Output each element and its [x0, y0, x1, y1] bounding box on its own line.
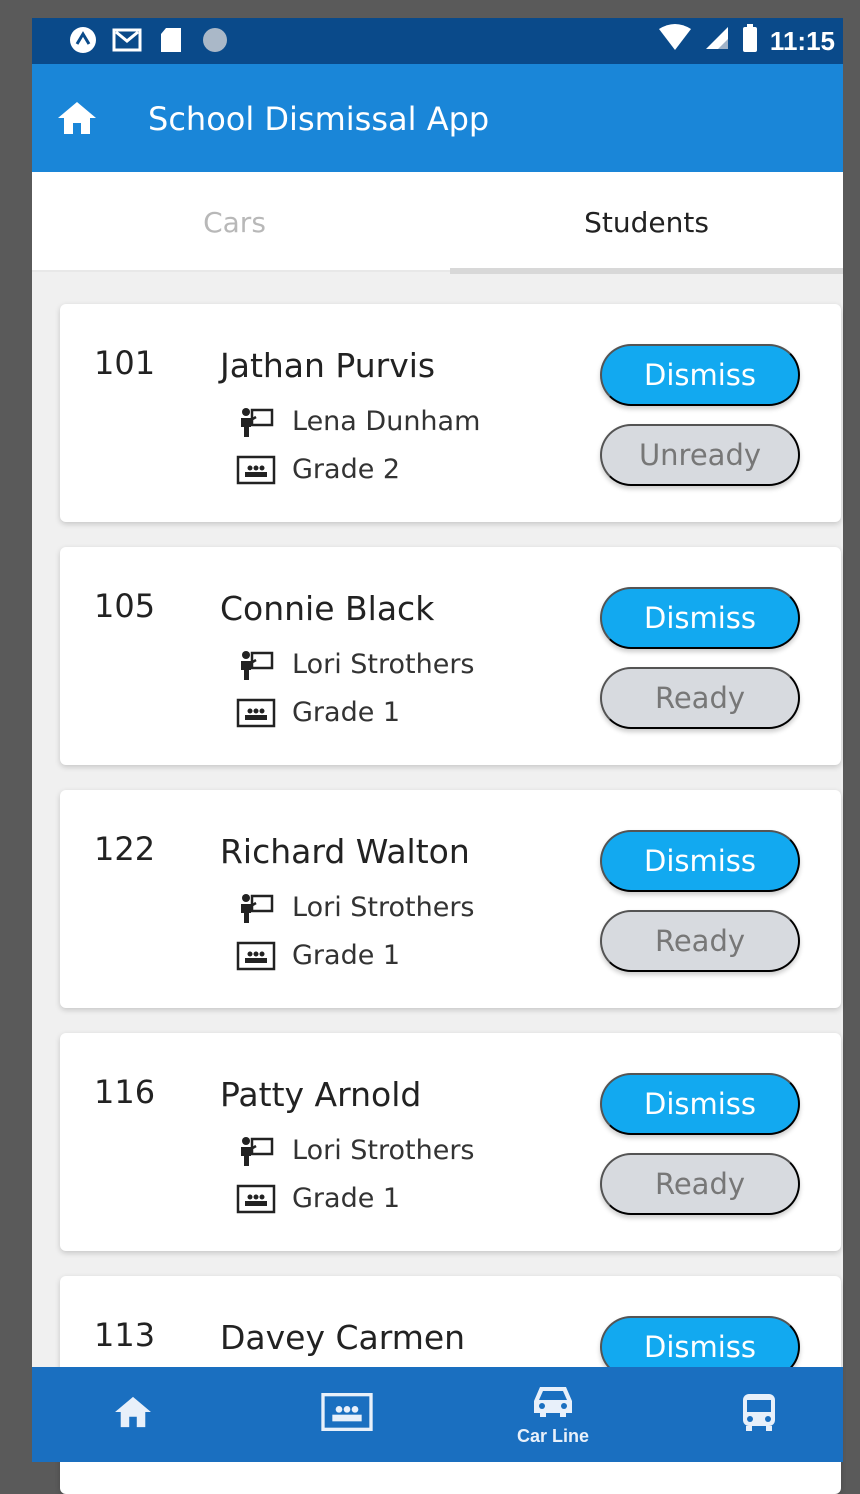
teacher-row [236, 1135, 475, 1166]
ready-toggle-button[interactable]: Ready [600, 1153, 800, 1215]
wifi-icon [658, 25, 692, 58]
teacher-name: Lori Strothers [292, 1135, 475, 1166]
dismiss-button[interactable]: Dismiss [600, 1316, 800, 1378]
dismiss-button[interactable]: Dismiss [600, 587, 800, 649]
teacher-name: Lori Strothers [292, 892, 475, 923]
student-name: Patty Arnold [220, 1075, 422, 1114]
ready-toggle-button[interactable]: Unready [600, 424, 800, 486]
tab-bar [32, 172, 843, 272]
student-number: 101 [94, 344, 156, 382]
nav-home[interactable] [32, 1367, 234, 1462]
student-name: Connie Black [220, 589, 435, 628]
dismiss-button[interactable]: Dismiss [600, 830, 800, 892]
sd-card-icon [156, 26, 186, 54]
teacher-icon [236, 407, 276, 437]
car-icon [532, 1383, 574, 1424]
home-icon[interactable] [56, 100, 98, 136]
nav-bus[interactable] [658, 1367, 860, 1462]
teacher-icon [236, 650, 276, 680]
status-time: 11:15 [769, 26, 835, 56]
tab-students[interactable]: Students [584, 205, 709, 239]
teacher-name: Lori Strothers [292, 649, 475, 680]
grade-label: Grade 1 [292, 697, 401, 728]
dot-icon [200, 26, 230, 54]
teacher-row [236, 892, 475, 923]
dismiss-button[interactable]: Dismiss [600, 344, 800, 406]
student-name: Jathan Purvis [220, 346, 436, 385]
ready-toggle-button[interactable]: Ready [600, 667, 800, 729]
grade-row [236, 1183, 400, 1214]
student-card [60, 1033, 841, 1251]
grade-label: Grade 1 [292, 1183, 401, 1214]
grade-row [236, 940, 400, 971]
student-number: 116 [94, 1073, 156, 1111]
grade-label: Grade 2 [292, 454, 401, 485]
grade-row [236, 454, 400, 485]
signal-icon [704, 25, 730, 58]
teacher-row [236, 406, 480, 437]
student-card [60, 790, 841, 1008]
phone-screen [32, 18, 843, 1462]
teacher-icon [236, 1136, 276, 1166]
student-number: 122 [94, 830, 156, 868]
student-name: Davey Carmen [220, 1318, 466, 1357]
classroom-icon [236, 455, 276, 485]
dismiss-button[interactable]: Dismiss [600, 1073, 800, 1135]
nav-classroom[interactable] [246, 1367, 448, 1462]
student-name: Richard Walton [220, 832, 470, 871]
gmail-icon [112, 26, 142, 54]
nav-car-line-label: Car Line [516, 1425, 590, 1446]
teacher-row [236, 649, 475, 680]
student-card [60, 547, 841, 765]
student-number: 105 [94, 587, 156, 625]
student-card [60, 304, 841, 522]
battery-icon [742, 24, 758, 59]
teacher-icon [236, 893, 276, 923]
tab-cars[interactable]: Cars [203, 205, 266, 239]
classroom-icon [236, 698, 276, 728]
home-icon [113, 1395, 153, 1434]
teacher-name: Lena Dunham [292, 406, 481, 437]
app-bar [32, 64, 843, 172]
classroom-icon [236, 941, 276, 971]
app-notification-icon [68, 26, 98, 54]
ready-toggle-button[interactable]: Ready [600, 910, 800, 972]
bus-icon [740, 1392, 778, 1437]
app-title: School Dismissal App [148, 100, 490, 138]
classroom-icon [320, 1392, 374, 1437]
student-list[interactable] [32, 274, 843, 1364]
student-number: 113 [94, 1316, 156, 1354]
bottom-nav [32, 1367, 843, 1462]
grade-row [236, 697, 400, 728]
status-bar [32, 18, 843, 64]
classroom-icon [236, 1184, 276, 1214]
nav-car-line[interactable] [452, 1367, 654, 1462]
grade-label: Grade 1 [292, 940, 401, 971]
